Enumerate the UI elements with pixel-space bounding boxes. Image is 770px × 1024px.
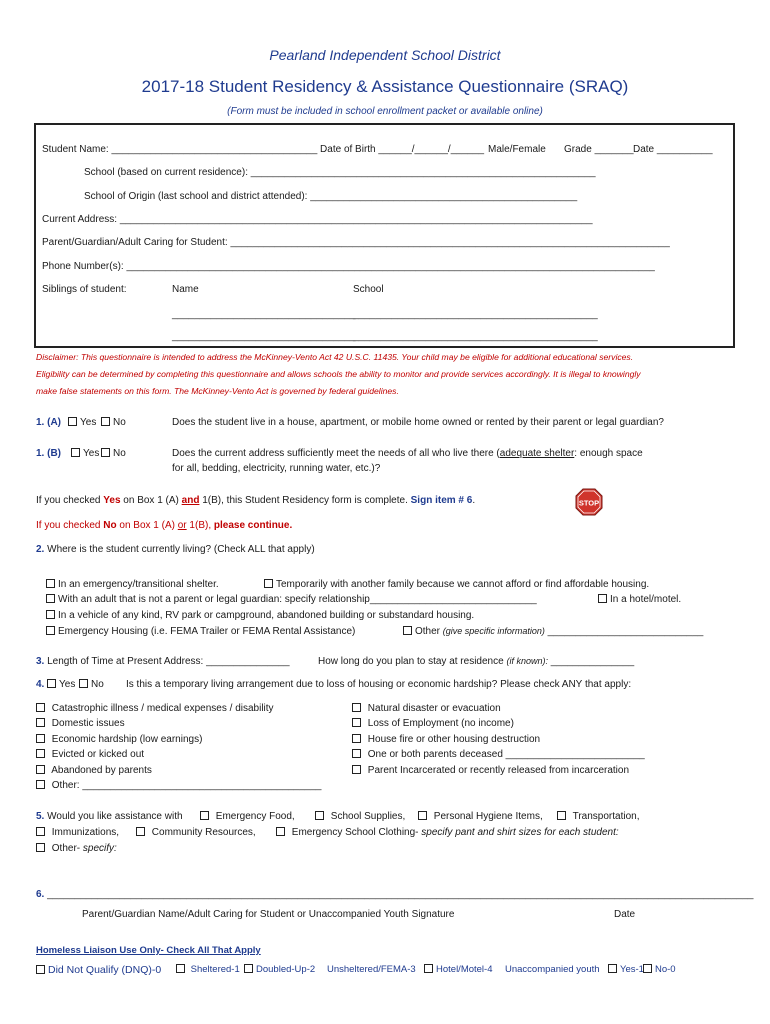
- signature-line[interactable]: 6. _______________________________________________________________________________________________________________________________: [36, 889, 754, 900]
- phone-field[interactable]: Phone Number(s): _______________________________________________________________________________________________: [42, 261, 655, 272]
- q4-right-option[interactable]: Loss of Employment (no income): [352, 718, 514, 729]
- checkbox-icon[interactable]: [36, 843, 45, 852]
- checkbox-icon[interactable]: [46, 626, 55, 635]
- q1b-yes-option[interactable]: [71, 448, 99, 459]
- sibling-school-line[interactable]: ____________________________________________: [353, 331, 598, 342]
- liaison-doubled[interactable]: Doubled-Up-2: [244, 964, 315, 975]
- checkbox-icon[interactable]: [36, 827, 45, 836]
- checkbox-icon[interactable]: [79, 679, 88, 688]
- q5-transport-option[interactable]: Transportation,: [557, 811, 640, 822]
- yes-label: Yes: [83, 448, 100, 459]
- q2-option[interactable]: With an adult that is not a parent or legal guardian: specify relationship______________________________: [46, 594, 537, 605]
- q2-option[interactable]: In a vehicle of any kind, RV park or campground, abandoned building or substandard housing.: [46, 610, 474, 621]
- signature-date-label: Date: [614, 909, 636, 920]
- liaison-unaccompanied: Unaccompanied youth: [505, 964, 600, 975]
- checkbox-icon[interactable]: [101, 448, 110, 457]
- yes-instruction: If you checked Yes on Box 1 (A) and 1(B), this Student Residency form is complete. Sign item # 6.: [36, 495, 476, 506]
- q2-option-other[interactable]: Other (give specific information) ____________________________: [403, 626, 703, 637]
- disclaimer-line: make false statements on this form. The McKinney-Vento Act is governed by federal guidelines.: [36, 386, 399, 396]
- q2-option[interactable]: In a hotel/motel.: [598, 594, 681, 605]
- parent-guardian-field[interactable]: Parent/Guardian/Adult Caring for Student: _______________________________________________________________________________: [42, 237, 670, 248]
- checkbox-icon[interactable]: [352, 718, 361, 727]
- sibling-school-line[interactable]: ____________________________________________: [353, 309, 598, 320]
- q4-left-option[interactable]: Abandoned by parents: [36, 765, 152, 776]
- male-female-field[interactable]: Male/Female: [488, 144, 546, 155]
- checkbox-icon[interactable]: [136, 827, 145, 836]
- stop-text: STOP: [578, 498, 600, 508]
- q5-intro: 5. Would you like assistance with: [36, 811, 183, 822]
- checkbox-icon[interactable]: [264, 579, 273, 588]
- checkbox-icon[interactable]: [598, 594, 607, 603]
- current-address-field[interactable]: Current Address: _____________________________________________________________________________________: [42, 214, 593, 225]
- checkbox-icon[interactable]: [46, 579, 55, 588]
- checkbox-icon[interactable]: [71, 448, 80, 457]
- q5-other-option[interactable]: Other- specify:: [36, 843, 117, 854]
- q4-left-option[interactable]: Other: ___________________________________________: [36, 780, 322, 791]
- student-name-field[interactable]: Student Name: _____________________________________ Date of Birth ______/______/______: [42, 144, 485, 155]
- liaison-title: Homeless Liaison Use Only- Check All That Apply: [36, 945, 261, 956]
- checkbox-icon[interactable]: [36, 765, 45, 774]
- q2-option[interactable]: In an emergency/transitional shelter.: [46, 579, 219, 590]
- checkbox-icon[interactable]: [101, 417, 110, 426]
- q4-yes-option[interactable]: Yes: [47, 679, 75, 690]
- q1a-yes-option[interactable]: [68, 417, 96, 428]
- school-origin-field[interactable]: School of Origin (last school and district attended): ________________________________________________: [84, 191, 578, 202]
- checkbox-icon[interactable]: [608, 964, 617, 973]
- liaison-dnq[interactable]: Did Not Qualify (DNQ)-0: [36, 964, 161, 976]
- q4-left-option[interactable]: Economic hardship (low earnings): [36, 734, 202, 745]
- liaison-yes[interactable]: Yes-1: [608, 964, 644, 975]
- checkbox-icon[interactable]: [36, 734, 45, 743]
- checkbox-icon[interactable]: [36, 703, 45, 712]
- checkbox-icon[interactable]: [643, 964, 652, 973]
- checkbox-icon[interactable]: [36, 965, 45, 974]
- q1b-question: Does the current address sufficiently meet the needs of all who live there (adequate shelter: enough space: [172, 448, 643, 459]
- no-label: No: [113, 448, 126, 459]
- school-current-field[interactable]: School (based on current residence): ______________________________________________________________: [84, 167, 596, 178]
- q2-option[interactable]: Emergency Housing (i.e. FEMA Trailer or FEMA Rental Assistance): [46, 626, 355, 637]
- grade-field[interactable]: Grade _______: [564, 144, 634, 155]
- sibling-name-line[interactable]: _________________________________: [172, 309, 356, 320]
- checkbox-icon[interactable]: [315, 811, 324, 820]
- q5-supplies-option[interactable]: School Supplies,: [315, 811, 405, 822]
- q4-question: Is this a temporary living arrangement due to loss of housing or economic hardship? Please check ANY that apply:: [126, 679, 632, 690]
- q4-left-option[interactable]: Domestic issues: [36, 718, 125, 729]
- q5-clothing-option[interactable]: Emergency School Clothing- specify pant and shirt sizes for each student:: [276, 827, 619, 838]
- q5-immun-option[interactable]: Immunizations,: [36, 827, 119, 838]
- siblings-label: Siblings of student:: [42, 284, 127, 295]
- stop-sign-icon: [575, 488, 603, 516]
- q4-label: 4.: [36, 679, 45, 690]
- siblings-name-header: Name: [172, 284, 199, 295]
- q2-question: 2. Where is the student currently living? (Check ALL that apply): [36, 544, 315, 555]
- checkbox-icon[interactable]: [36, 718, 45, 727]
- checkbox-icon[interactable]: [176, 964, 185, 973]
- liaison-unsheltered: Unsheltered/FEMA-3: [327, 964, 416, 975]
- q4-no-option[interactable]: No: [79, 679, 104, 690]
- yes-label: Yes: [80, 417, 97, 428]
- liaison-no[interactable]: No-0: [643, 964, 676, 975]
- checkbox-icon[interactable]: [352, 734, 361, 743]
- q4-left-option[interactable]: Catastrophic illness / medical expenses / disability: [36, 703, 274, 714]
- liaison-hotel[interactable]: Hotel/Motel-4: [424, 964, 493, 975]
- date-field[interactable]: Date __________: [633, 144, 713, 155]
- district-name: Pearland Independent School District: [269, 47, 501, 63]
- checkbox-icon[interactable]: [352, 749, 361, 758]
- no-instruction: If you checked No on Box 1 (A) or 1(B), please continue.: [36, 520, 293, 531]
- no-label: No: [113, 417, 126, 428]
- checkbox-icon[interactable]: [352, 765, 361, 774]
- checkbox-icon[interactable]: [46, 610, 55, 619]
- checkbox-icon[interactable]: [200, 811, 209, 820]
- q3-plan-field[interactable]: How long do you plan to stay at residence (if known): _______________: [318, 656, 635, 667]
- q5-food-option[interactable]: Emergency Food,: [200, 811, 295, 822]
- q1b-no-option[interactable]: [101, 448, 126, 459]
- checkbox-icon[interactable]: [47, 679, 56, 688]
- page-title: 2017-18 Student Residency & Assistance Questionnaire (SRAQ): [141, 77, 629, 96]
- checkbox-icon[interactable]: [244, 964, 253, 973]
- checkbox-icon[interactable]: [46, 594, 55, 603]
- checkbox-icon[interactable]: [403, 626, 412, 635]
- signature-label: Parent/Guardian Name/Adult Caring for Student or Unaccompanied Youth Signature: [82, 909, 455, 920]
- q1a-no-option[interactable]: [101, 417, 126, 428]
- siblings-school-header: School: [353, 284, 384, 295]
- q1a-question: Does the student live in a house, apartment, or mobile home owned or rented by their parent or legal guardian?: [172, 417, 664, 428]
- checkbox-icon[interactable]: [557, 811, 566, 820]
- q5-community-option[interactable]: Community Resources,: [136, 827, 256, 838]
- q4-right-option[interactable]: One or both parents deceased _________________________: [352, 749, 645, 760]
- checkbox-icon[interactable]: [418, 811, 427, 820]
- liaison-sheltered[interactable]: Sheltered-1: [176, 964, 240, 975]
- q4-left-option[interactable]: Evicted or kicked out: [36, 749, 144, 760]
- q1a-label: 1. (A): [36, 417, 61, 428]
- checkbox-icon[interactable]: [424, 964, 433, 973]
- page-subtitle: (Form must be included in school enrollment packet or available online): [227, 106, 543, 117]
- sibling-name-line[interactable]: _________________________________: [172, 331, 356, 342]
- checkbox-icon[interactable]: [36, 749, 45, 758]
- checkbox-icon[interactable]: [276, 827, 285, 836]
- disclaimer-line: Disclaimer: This questionnaire is intended to address the McKinney-Vento Act 42 U.S.C. 11435. Your child may be eligible for additional educational services.: [36, 352, 634, 362]
- checkbox-icon[interactable]: [352, 703, 361, 712]
- q5-hygiene-option[interactable]: Personal Hygiene Items,: [418, 811, 543, 822]
- q3-length-field[interactable]: 3. Length of Time at Present Address: _______________: [36, 656, 290, 667]
- q4-right-option[interactable]: House fire or other housing destruction: [352, 734, 540, 745]
- q2-option[interactable]: Temporarily with another family because we cannot afford or find affordable housing.: [264, 579, 649, 590]
- q4-right-option[interactable]: Natural disaster or evacuation: [352, 703, 501, 714]
- disclaimer-line: Eligibility can be determined by completing this questionnaire and allows schools the ability to monitor and provide services accordingly. It is illegal to knowingly: [36, 369, 641, 379]
- q1b-label: 1. (B): [36, 448, 61, 459]
- checkbox-icon[interactable]: [68, 417, 77, 426]
- q1b-question-line2: for all, bedding, electricity, running water, etc.)?: [172, 463, 381, 474]
- checkbox-icon[interactable]: [36, 780, 45, 789]
- q4-right-option[interactable]: Parent Incarcerated or recently released from incarceration: [352, 765, 629, 776]
